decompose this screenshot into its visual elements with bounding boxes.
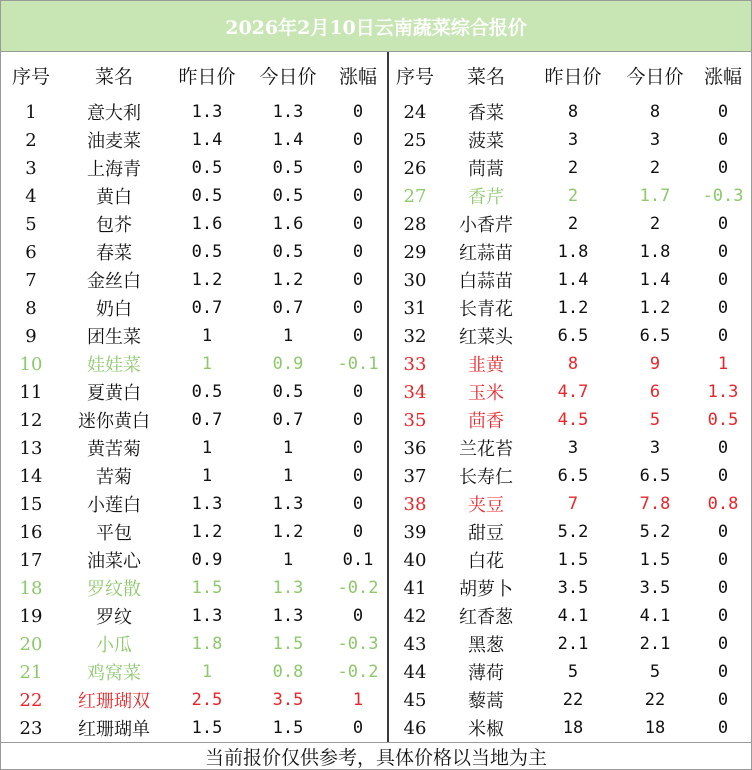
row-today-price: 1.6 bbox=[272, 214, 304, 234]
row-change: 0 bbox=[352, 158, 364, 178]
table-row bbox=[389, 266, 751, 294]
table-row bbox=[389, 350, 751, 378]
table-row bbox=[1, 238, 387, 266]
row-id: 10 bbox=[19, 353, 43, 375]
row-yesterday-price: 6.5 bbox=[557, 466, 589, 486]
row-today-price: 6.5 bbox=[639, 466, 671, 486]
row-id: 25 bbox=[403, 129, 427, 151]
table-row bbox=[389, 182, 751, 210]
table-row bbox=[1, 574, 387, 602]
row-yesterday-price: 3 bbox=[567, 438, 579, 458]
row-name: 白花 bbox=[468, 551, 504, 572]
row-id: 24 bbox=[403, 101, 427, 123]
table-header-left bbox=[1, 52, 387, 98]
row-today-price: 7.8 bbox=[639, 494, 671, 514]
row-today-price: 0.5 bbox=[272, 242, 304, 262]
row-today-price: 1.5 bbox=[272, 718, 304, 738]
row-change: -0.2 bbox=[337, 662, 379, 682]
row-change: 1.3 bbox=[707, 382, 739, 402]
row-change: 0 bbox=[352, 130, 364, 150]
row-name: 黄苦菊 bbox=[87, 439, 141, 460]
row-name: 红蒜苗 bbox=[459, 243, 513, 264]
table-row bbox=[1, 378, 387, 406]
row-yesterday-price: 7 bbox=[567, 494, 579, 514]
row-id: 2 bbox=[25, 129, 37, 151]
table-row bbox=[1, 154, 387, 182]
row-today-price: 3.5 bbox=[272, 690, 304, 710]
table-row bbox=[389, 406, 751, 434]
table-row bbox=[389, 574, 751, 602]
row-change: 0 bbox=[352, 466, 364, 486]
row-yesterday-price: 2 bbox=[567, 158, 579, 178]
row-yesterday-price: 1 bbox=[201, 662, 213, 682]
header-today: 今日价 bbox=[259, 65, 317, 88]
row-change: 0 bbox=[352, 186, 364, 206]
row-change: 0 bbox=[717, 662, 729, 682]
row-yesterday-price: 8 bbox=[567, 102, 579, 122]
row-yesterday-price: 0.5 bbox=[191, 186, 223, 206]
row-yesterday-price: 4.7 bbox=[557, 382, 589, 402]
table-row bbox=[1, 266, 387, 294]
row-today-price: 1.3 bbox=[272, 578, 304, 598]
row-yesterday-price: 1.8 bbox=[557, 242, 589, 262]
row-today-price: 1.5 bbox=[639, 550, 671, 570]
header-change: 涨幅 bbox=[703, 65, 742, 88]
row-id: 33 bbox=[403, 353, 427, 375]
row-name: 小香芹 bbox=[459, 215, 513, 236]
table-row bbox=[1, 602, 387, 630]
row-id: 45 bbox=[403, 689, 427, 711]
disclaimer-footer: 当前报价仅供参考，具体价格以当地为主 bbox=[1, 742, 751, 770]
row-name: 韭黄 bbox=[468, 355, 504, 376]
row-today-price: 1.3 bbox=[272, 494, 304, 514]
row-today-price: 0.7 bbox=[272, 298, 304, 318]
table-row bbox=[389, 378, 751, 406]
row-today-price: 3 bbox=[649, 438, 661, 458]
table-row bbox=[1, 98, 387, 126]
row-change: 0 bbox=[352, 214, 364, 234]
row-id: 39 bbox=[403, 521, 427, 543]
row-yesterday-price: 3 bbox=[567, 130, 579, 150]
table-body-left bbox=[1, 98, 387, 742]
header-yesterday: 昨日价 bbox=[544, 65, 602, 88]
row-today-price: 4.1 bbox=[639, 606, 671, 626]
row-change: 0 bbox=[352, 494, 364, 514]
row-today-price: 1 bbox=[282, 466, 294, 486]
row-change: 0 bbox=[717, 102, 729, 122]
row-change: 0.5 bbox=[707, 410, 739, 430]
row-change: 1 bbox=[717, 354, 729, 374]
row-yesterday-price: 1.5 bbox=[191, 718, 223, 738]
row-yesterday-price: 1.5 bbox=[191, 578, 223, 598]
row-today-price: 22 bbox=[644, 690, 666, 710]
row-today-price: 2 bbox=[649, 214, 661, 234]
row-name: 长寿仁 bbox=[459, 467, 513, 488]
row-yesterday-price: 1.2 bbox=[191, 522, 223, 542]
row-yesterday-price: 0.7 bbox=[191, 410, 223, 430]
row-yesterday-price: 1 bbox=[201, 354, 213, 374]
row-name: 白蒜苗 bbox=[459, 271, 513, 292]
row-change: 0 bbox=[717, 298, 729, 318]
row-name: 香菜 bbox=[468, 103, 504, 124]
row-name: 春菜 bbox=[96, 243, 132, 264]
row-change: 0 bbox=[717, 550, 729, 570]
row-id: 12 bbox=[19, 409, 43, 431]
page-title: 2026年2月10日云南蔬菜综合报价 bbox=[1, 1, 751, 52]
row-change: 0 bbox=[717, 438, 729, 458]
table-row bbox=[1, 322, 387, 350]
row-today-price: 0.9 bbox=[272, 354, 304, 374]
row-yesterday-price: 8 bbox=[567, 354, 579, 374]
row-today-price: 1.7 bbox=[639, 186, 671, 206]
row-change: 0 bbox=[717, 270, 729, 290]
row-name: 罗纹 bbox=[96, 607, 132, 628]
price-table-left bbox=[1, 52, 387, 742]
row-name: 金丝白 bbox=[87, 271, 141, 292]
table-row bbox=[389, 462, 751, 490]
table-row bbox=[1, 350, 387, 378]
table-row bbox=[1, 294, 387, 322]
row-id: 32 bbox=[403, 325, 427, 347]
row-today-price: 0.5 bbox=[272, 158, 304, 178]
row-name: 胡萝卜 bbox=[459, 579, 513, 600]
row-id: 38 bbox=[403, 493, 427, 515]
row-yesterday-price: 2 bbox=[567, 186, 579, 206]
table-row bbox=[389, 714, 751, 742]
table-row bbox=[1, 210, 387, 238]
row-name: 油菜心 bbox=[87, 551, 141, 572]
row-id: 34 bbox=[403, 381, 427, 403]
table-row bbox=[389, 658, 751, 686]
row-name: 罗纹散 bbox=[87, 579, 141, 600]
row-change: 0 bbox=[352, 382, 364, 402]
row-today-price: 1.4 bbox=[272, 130, 304, 150]
row-yesterday-price: 0.5 bbox=[191, 242, 223, 262]
row-change: 0 bbox=[352, 102, 364, 122]
row-today-price: 1.2 bbox=[272, 522, 304, 542]
row-today-price: 1.3 bbox=[272, 606, 304, 626]
row-name: 玉米 bbox=[468, 383, 504, 404]
row-yesterday-price: 1.3 bbox=[191, 606, 223, 626]
row-id: 21 bbox=[19, 661, 43, 683]
row-name: 茼蒿 bbox=[468, 159, 504, 180]
row-name: 娃娃菜 bbox=[87, 355, 141, 376]
row-yesterday-price: 1 bbox=[201, 466, 213, 486]
row-yesterday-price: 1.4 bbox=[557, 270, 589, 290]
row-id: 29 bbox=[403, 241, 427, 263]
table-row bbox=[1, 406, 387, 434]
table-row bbox=[1, 490, 387, 518]
table-row bbox=[389, 322, 751, 350]
row-name: 红珊瑚单 bbox=[78, 719, 150, 740]
row-yesterday-price: 1.2 bbox=[557, 298, 589, 318]
row-id: 1 bbox=[25, 101, 37, 123]
row-id: 16 bbox=[19, 521, 43, 543]
row-yesterday-price: 2 bbox=[567, 214, 579, 234]
header-yesterday: 昨日价 bbox=[178, 65, 236, 88]
row-change: 0.8 bbox=[707, 494, 739, 514]
table-row bbox=[1, 658, 387, 686]
row-yesterday-price: 5.2 bbox=[557, 522, 589, 542]
row-name: 油麦菜 bbox=[87, 131, 141, 152]
row-name: 红菜头 bbox=[459, 327, 513, 348]
row-change: 0 bbox=[717, 690, 729, 710]
row-today-price: 6 bbox=[649, 382, 661, 402]
row-yesterday-price: 0.7 bbox=[191, 298, 223, 318]
table-body-right bbox=[389, 98, 751, 742]
row-today-price: 8 bbox=[649, 102, 661, 122]
row-name: 藜蒿 bbox=[468, 691, 504, 712]
table-row bbox=[1, 546, 387, 574]
row-id: 19 bbox=[19, 605, 43, 627]
row-today-price: 1 bbox=[282, 550, 294, 570]
row-today-price: 0.5 bbox=[272, 186, 304, 206]
header-change: 涨幅 bbox=[338, 65, 377, 88]
row-change: 1 bbox=[352, 690, 364, 710]
row-id: 15 bbox=[19, 493, 43, 515]
row-name: 薄荷 bbox=[468, 663, 504, 684]
row-yesterday-price: 1.8 bbox=[191, 634, 223, 654]
row-yesterday-price: 18 bbox=[562, 718, 584, 738]
row-change: 0 bbox=[352, 242, 364, 262]
row-yesterday-price: 5 bbox=[567, 662, 579, 682]
row-id: 11 bbox=[19, 381, 43, 403]
row-id: 13 bbox=[19, 437, 43, 459]
table-row bbox=[389, 686, 751, 714]
row-today-price: 2 bbox=[649, 158, 661, 178]
row-change: 0 bbox=[717, 466, 729, 486]
row-name: 红珊瑚双 bbox=[78, 691, 150, 712]
table-row bbox=[389, 126, 751, 154]
row-id: 28 bbox=[403, 213, 427, 235]
row-yesterday-price: 4.1 bbox=[557, 606, 589, 626]
row-id: 20 bbox=[19, 633, 43, 655]
row-id: 42 bbox=[403, 605, 427, 627]
row-name: 长青花 bbox=[459, 299, 513, 320]
row-name: 香芹 bbox=[468, 187, 504, 208]
row-change: 0 bbox=[352, 410, 364, 430]
row-id: 22 bbox=[19, 689, 43, 711]
row-yesterday-price: 22 bbox=[562, 690, 584, 710]
row-name: 米椒 bbox=[468, 719, 504, 740]
header-today: 今日价 bbox=[626, 65, 684, 88]
row-change: 0 bbox=[717, 130, 729, 150]
header-name: 菜名 bbox=[466, 65, 505, 88]
row-id: 5 bbox=[25, 213, 37, 235]
row-yesterday-price: 1.2 bbox=[191, 270, 223, 290]
row-name: 茴香 bbox=[468, 411, 504, 432]
row-id: 31 bbox=[403, 297, 427, 319]
row-name: 平包 bbox=[96, 523, 132, 544]
table-row bbox=[389, 294, 751, 322]
row-id: 30 bbox=[403, 269, 427, 291]
row-today-price: 1.3 bbox=[272, 102, 304, 122]
row-id: 8 bbox=[25, 297, 37, 319]
table-row bbox=[1, 714, 387, 742]
row-today-price: 0.5 bbox=[272, 382, 304, 402]
row-change: 0 bbox=[717, 158, 729, 178]
row-today-price: 9 bbox=[649, 354, 661, 374]
table-row bbox=[389, 434, 751, 462]
row-today-price: 5 bbox=[649, 662, 661, 682]
row-id: 6 bbox=[25, 241, 37, 263]
table-header-right bbox=[389, 52, 751, 98]
table-row bbox=[1, 434, 387, 462]
row-today-price: 18 bbox=[644, 718, 666, 738]
row-id: 36 bbox=[403, 437, 427, 459]
row-today-price: 1.2 bbox=[272, 270, 304, 290]
row-id: 37 bbox=[403, 465, 427, 487]
row-change: 0 bbox=[717, 214, 729, 234]
row-change: -0.3 bbox=[337, 634, 379, 654]
row-name: 兰花苔 bbox=[459, 439, 513, 460]
row-name: 夹豆 bbox=[468, 495, 504, 516]
row-name: 黑葱 bbox=[468, 635, 504, 656]
row-yesterday-price: 6.5 bbox=[557, 326, 589, 346]
row-name: 意大利 bbox=[87, 103, 141, 124]
row-id: 4 bbox=[25, 185, 37, 207]
row-name: 上海青 bbox=[87, 159, 141, 180]
row-change: 0 bbox=[352, 438, 364, 458]
table-row bbox=[1, 462, 387, 490]
row-today-price: 1.5 bbox=[272, 634, 304, 654]
row-name: 甜豆 bbox=[468, 523, 504, 544]
row-today-price: 5 bbox=[649, 410, 661, 430]
row-id: 44 bbox=[403, 661, 427, 683]
row-change: 0 bbox=[352, 298, 364, 318]
row-yesterday-price: 1.3 bbox=[191, 494, 223, 514]
row-name: 奶白 bbox=[96, 299, 132, 320]
row-id: 26 bbox=[403, 157, 427, 179]
row-name: 迷你黄白 bbox=[78, 411, 150, 432]
row-id: 23 bbox=[19, 717, 43, 739]
row-change: 0 bbox=[717, 522, 729, 542]
row-change: 0 bbox=[717, 578, 729, 598]
header-id: 序号 bbox=[11, 65, 50, 88]
table-row bbox=[389, 154, 751, 182]
row-id: 9 bbox=[25, 325, 37, 347]
price-tables bbox=[1, 52, 751, 742]
row-change: 0 bbox=[352, 718, 364, 738]
row-id: 40 bbox=[403, 549, 427, 571]
row-id: 3 bbox=[25, 157, 37, 179]
row-name: 包芥 bbox=[96, 215, 132, 236]
table-row bbox=[1, 126, 387, 154]
row-today-price: 1.2 bbox=[639, 298, 671, 318]
row-id: 7 bbox=[25, 269, 37, 291]
table-row bbox=[389, 602, 751, 630]
row-name: 菠菜 bbox=[468, 131, 504, 152]
row-name: 团生菜 bbox=[87, 327, 141, 348]
row-change: 0 bbox=[717, 718, 729, 738]
header-id: 序号 bbox=[395, 65, 434, 88]
row-today-price: 2.1 bbox=[639, 634, 671, 654]
row-today-price: 1 bbox=[282, 438, 294, 458]
row-today-price: 1.8 bbox=[639, 242, 671, 262]
row-yesterday-price: 1.4 bbox=[191, 130, 223, 150]
table-row bbox=[389, 210, 751, 238]
row-id: 17 bbox=[19, 549, 43, 571]
row-change: 0 bbox=[352, 522, 364, 542]
row-yesterday-price: 1 bbox=[201, 438, 213, 458]
price-table-right bbox=[389, 52, 751, 742]
row-id: 35 bbox=[403, 409, 427, 431]
row-change: 0 bbox=[717, 606, 729, 626]
row-name: 红香葱 bbox=[459, 607, 513, 628]
row-change: -0.3 bbox=[702, 186, 744, 206]
row-id: 43 bbox=[403, 633, 427, 655]
row-yesterday-price: 1.6 bbox=[191, 214, 223, 234]
row-id: 27 bbox=[403, 185, 427, 207]
row-change: 0 bbox=[352, 606, 364, 626]
row-change: 0 bbox=[352, 270, 364, 290]
header-name: 菜名 bbox=[94, 65, 133, 88]
row-yesterday-price: 0.5 bbox=[191, 382, 223, 402]
row-yesterday-price: 1 bbox=[201, 326, 213, 346]
table-row bbox=[1, 518, 387, 546]
row-name: 鸡窝菜 bbox=[87, 663, 141, 684]
row-today-price: 6.5 bbox=[639, 326, 671, 346]
row-name: 黄白 bbox=[96, 187, 132, 208]
row-yesterday-price: 2.1 bbox=[557, 634, 589, 654]
row-today-price: 0.7 bbox=[272, 410, 304, 430]
table-row bbox=[1, 182, 387, 210]
row-name: 苦菊 bbox=[96, 467, 132, 488]
row-id: 14 bbox=[19, 465, 43, 487]
table-row bbox=[389, 238, 751, 266]
row-name: 小瓜 bbox=[96, 635, 132, 656]
table-row bbox=[389, 630, 751, 658]
row-name: 夏黄白 bbox=[87, 383, 141, 404]
row-today-price: 5.2 bbox=[639, 522, 671, 542]
row-id: 18 bbox=[19, 577, 43, 599]
table-row bbox=[389, 98, 751, 126]
row-change: 0 bbox=[717, 242, 729, 262]
row-yesterday-price: 1.3 bbox=[191, 102, 223, 122]
row-yesterday-price: 1.5 bbox=[557, 550, 589, 570]
row-change: 0.1 bbox=[342, 550, 374, 570]
row-id: 41 bbox=[403, 577, 427, 599]
row-change: -0.2 bbox=[337, 578, 379, 598]
row-yesterday-price: 0.9 bbox=[191, 550, 223, 570]
row-name: 小莲白 bbox=[87, 495, 141, 516]
row-today-price: 0.8 bbox=[272, 662, 304, 682]
row-today-price: 1.4 bbox=[639, 270, 671, 290]
row-yesterday-price: 2.5 bbox=[191, 690, 223, 710]
table-row bbox=[1, 630, 387, 658]
table-row bbox=[1, 686, 387, 714]
row-yesterday-price: 4.5 bbox=[557, 410, 589, 430]
table-row bbox=[389, 546, 751, 574]
row-change: 0 bbox=[717, 326, 729, 346]
row-today-price: 3.5 bbox=[639, 578, 671, 598]
row-id: 46 bbox=[403, 717, 427, 739]
row-change: -0.1 bbox=[337, 354, 379, 374]
table-row bbox=[389, 518, 751, 546]
row-yesterday-price: 0.5 bbox=[191, 158, 223, 178]
row-today-price: 1 bbox=[282, 326, 294, 346]
row-today-price: 3 bbox=[649, 130, 661, 150]
row-change: 0 bbox=[352, 326, 364, 346]
table-row bbox=[389, 490, 751, 518]
row-change: 0 bbox=[717, 634, 729, 654]
row-yesterday-price: 3.5 bbox=[557, 578, 589, 598]
